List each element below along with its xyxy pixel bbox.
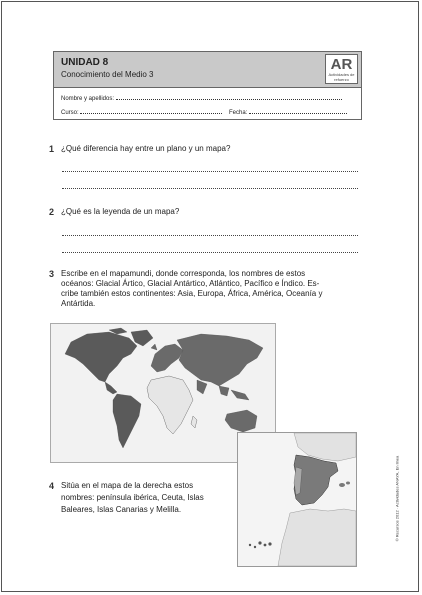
name-label: Nombre y apellidos: bbox=[61, 96, 115, 102]
question-text-line: cribe también estos continentes: Asia, Europa, África, América, Oceanía y bbox=[61, 289, 323, 298]
ar-badge bbox=[325, 54, 358, 84]
ar-badge-code: AR bbox=[330, 56, 353, 73]
question-text-line: Antártida. bbox=[61, 299, 96, 308]
question-1 bbox=[49, 144, 369, 156]
question-text-line: Escribe en el mapamundi, donde corresponda, los nombres de estos bbox=[61, 269, 306, 278]
ar-badge-caption: Actividades de refuerzo bbox=[328, 72, 355, 82]
answer-line[interactable] bbox=[62, 252, 358, 253]
question-text: ¿Qué diferencia hay entre un plano y un mapa? bbox=[61, 144, 231, 153]
iberia-map[interactable] bbox=[237, 432, 357, 567]
unit-title: UNIDAD 8 bbox=[61, 57, 109, 68]
iberia-map-graphic bbox=[238, 433, 356, 566]
worksheet-header bbox=[53, 51, 362, 120]
course-label: Curso: bbox=[61, 110, 79, 116]
course-line bbox=[80, 108, 222, 114]
question-text-line: Sitúa en el mapa de la derecha estos bbox=[61, 481, 194, 490]
name-field[interactable] bbox=[61, 94, 342, 102]
name-line bbox=[116, 94, 342, 100]
answer-line[interactable] bbox=[62, 235, 358, 236]
copyright-strip bbox=[392, 430, 400, 570]
question-2 bbox=[49, 207, 369, 219]
question-text-line: océanos: Glacial Ártico, Glacial Antártico, Atlántico, Pacífico e Índico. Es- bbox=[61, 279, 320, 288]
question-4 bbox=[49, 481, 234, 517]
question-text-line: Baleares, Islas Canarias y Melilla. bbox=[61, 505, 182, 514]
question-text-line: nombres: península ibérica, Ceuta, Islas bbox=[61, 493, 204, 502]
header-band bbox=[54, 52, 361, 88]
subject-title: Conocimiento del Medio 3 bbox=[61, 70, 154, 79]
question-number: 3 bbox=[49, 269, 55, 279]
copyright-text: © Recursos 2012 · Actividades ANAYA, En línea bbox=[394, 455, 400, 542]
date-line bbox=[249, 108, 347, 114]
question-number: 2 bbox=[49, 207, 55, 217]
answer-line[interactable] bbox=[62, 188, 358, 189]
question-number: 4 bbox=[49, 481, 55, 491]
question-text: ¿Qué es la leyenda de un mapa? bbox=[61, 207, 180, 216]
question-3 bbox=[49, 269, 369, 317]
answer-line[interactable] bbox=[62, 171, 358, 172]
question-number: 1 bbox=[49, 144, 55, 154]
date-label: Fecha: bbox=[229, 110, 248, 116]
course-field[interactable] bbox=[61, 108, 347, 116]
